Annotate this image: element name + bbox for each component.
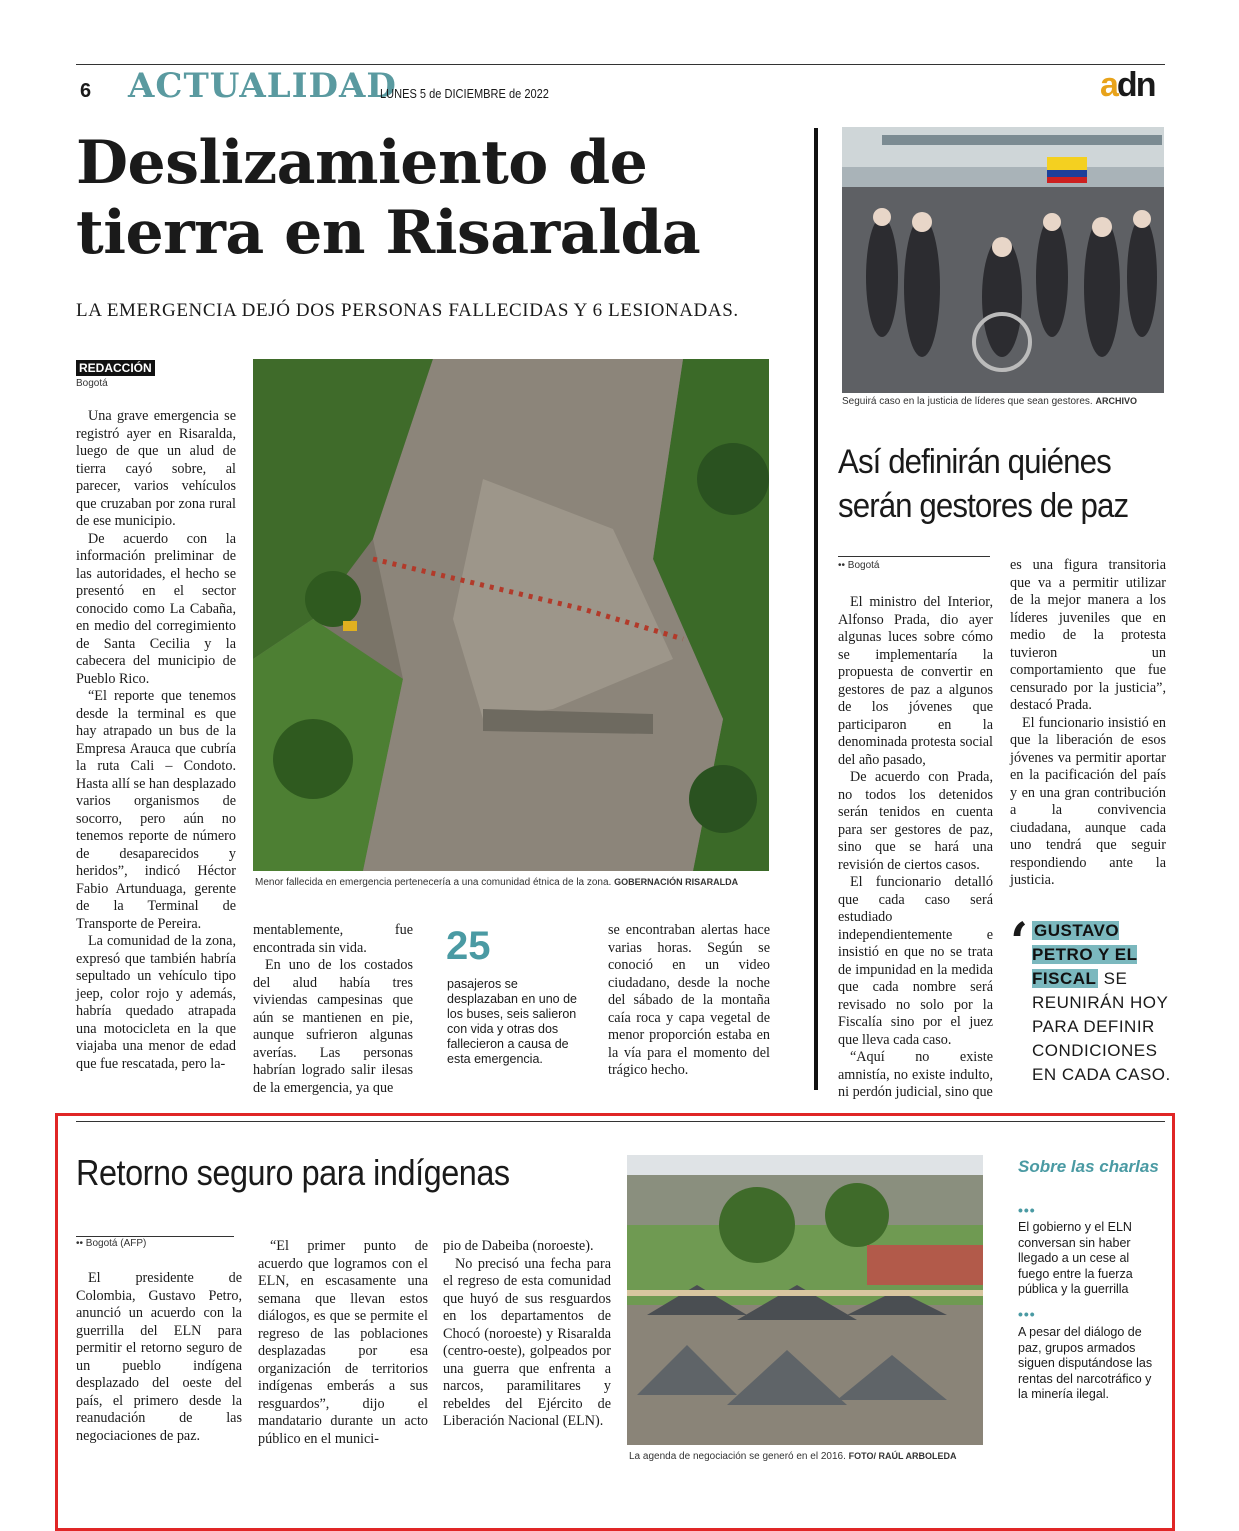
paragraph: es una figura transitoria que va a permitir utilizar de la mejor manera a los líderes juveniles que en medio de la protesta tuvieron un comportamiento que fue censurado por la justicia”, destacó Prada. (1010, 557, 1166, 713)
paragraph: El ministro del Interior, Alfonso Prada, dio ayer algunas luces sobre cómo se implementaría la propuesta de convertir en gestores de paz a algunos de los jóvenes que participaron en la denominada protesta social del año pasado, (838, 594, 993, 768)
side-column-1 (838, 594, 993, 1102)
sidebar-dots-icon: ••• (1018, 1306, 1036, 1322)
paragraph: “El primer punto de acuerdo que logramos con el ELN, en escasamente una semana que llevan estos diálogos, es que se permite el regreso de las poblaciones desplazadas por esa organización de territorios indígenas emberás a sus resguardos”, dijo el mandatario durante un acto público en el munici- (258, 1238, 428, 1447)
camp-photo (627, 1155, 983, 1445)
paragraph: Una grave emergencia se registró ayer en Risaralda, luego de que un alud de tierra cayó sobre, al parecer, varios vehículos que cruzaban por zona rural de ese municipio. (76, 408, 236, 529)
paragraph: “Aquí no existe amnistía, no existe indulto, ni perdón judicial, sino que (838, 1049, 993, 1100)
main-subhead: LA EMERGENCIA DEJÓ DOS PERSONAS FALLECIDAS Y 6 LESIONADAS. (76, 300, 739, 321)
paragraph: pio de Dabeiba (noroeste). (443, 1238, 594, 1254)
protest-photo (842, 127, 1164, 393)
main-column-1 (76, 408, 236, 1073)
adn-logo: adn (1100, 66, 1155, 104)
location-rule (76, 1236, 234, 1237)
sidebar-item: A pesar del diálogo de paz, grupos armados siguen disputándose las rentas del narcotráfico y la minería ilegal. (1018, 1325, 1153, 1401)
caption-text: La agenda de negociación se generó en el 2016. (629, 1451, 846, 1462)
location-text: Bogotá (AFP) (85, 1238, 147, 1249)
main-photo-caption (255, 877, 738, 888)
side-photo-caption (842, 396, 1137, 407)
section-title: ACTUALIDAD (128, 66, 397, 106)
location-rule (838, 556, 990, 557)
bottom-column-3 (443, 1238, 611, 1431)
quote-highlight: GUSTAVO PETRO Y EL FISCAL (1032, 921, 1138, 988)
landslide-photo (253, 359, 769, 871)
paragraph: El funcionario insistió en que la liberación de esos jóvenes va permitir aportar en la pacificación del país y en una gran contribución a la convivencia ciudadana, aunque cada uno tendrá que seguir respondiendo ante la justicia. (1010, 714, 1166, 888)
side-location: •• Bogotá (838, 560, 880, 571)
sidebar-dots-icon: ••• (1018, 1202, 1036, 1218)
location-text: Bogotá (847, 560, 880, 571)
issue-date: LUNES 5 de DICIEMBRE de 2022 (380, 86, 549, 101)
page-number: 6 (80, 80, 92, 102)
paragraph: El funcionario detalló que cada caso será estudiado independientemente e insistió en que no se trata de impunidad en la medida que cada nombre será revisado no solo por la Fiscalía sino por el juez que lleva cada caso. (838, 874, 993, 1048)
bottom-column-1 (76, 1270, 242, 1445)
photo-credit: FOTO/ RAÚL ARBOLEDA (848, 1451, 957, 1461)
bottom-column-2 (258, 1238, 428, 1448)
paragraph: De acuerdo con Prada, no todos los detenidos serán tenidos en cuenta para ser gestores de paz, sino que se hará una revisión de ciertos casos. (838, 769, 993, 873)
paragraph: En uno de los costados del alud había tres viviendas campesinas que aún se mantienen en pie, aunque sufrieron algunas averías. Las personas habrían logrado salir ilesas de la emergencia, ya que (253, 957, 413, 1096)
side-column-2 (1010, 557, 1166, 890)
headline-line-1: Deslizamiento de (76, 128, 648, 198)
stat-number: 25 (446, 924, 491, 968)
paragraph: “El reporte que tenemos desde la terminal es que hay atrapado un bus de la Empresa Arauca que cubría la ruta Cali – Condoto. Hasta allí se han desplazado varios organismos de socorro, pero aún no tenemos reporte de número de desaparecidos y heridos”, indicó Héctor Fabio Artunduaga, gerente de la Terminal de Transporte de Pereira. (76, 688, 236, 932)
sidebar-title: Sobre las charlas (1018, 1157, 1159, 1176)
main-column-4 (608, 922, 770, 1080)
top-rule (76, 64, 1165, 65)
column-divider (814, 128, 818, 1090)
byline-location: Bogotá (76, 378, 108, 389)
bottom-location: •• Bogotá (AFP) (76, 1238, 147, 1249)
paragraph: De acuerdo con la información preliminar de las autoridades, el hecho se presentó en el sector conocido como La Cabaña, en medio del corregimiento de Santa Cecilia y la cabecera del municipio de Pueblo Rico. (76, 530, 236, 687)
bottom-photo-caption (629, 1451, 956, 1462)
sidebar-item: El gobierno y el ELN conversan sin haber llegado a un cese al fuego entre la fuerza pública y la guerrilla (1018, 1220, 1133, 1296)
bottom-headline: Retorno seguro para indígenas (76, 1152, 510, 1193)
stat-text: pasajeros se desplazaban en uno de los buses, seis salieron con vida y otras dos fallecieron a causa de esta emergencia. (447, 977, 577, 1066)
paragraph: mentablemente, fue encontrada sin vida. (253, 922, 413, 956)
photo-credit: ARCHIVO (1095, 396, 1138, 406)
main-column-2 (253, 922, 413, 1097)
headline-line-2: tierra en Risaralda (76, 198, 701, 268)
caption-text: Seguirá caso en la justicia de líderes que sean gestores. (842, 396, 1093, 407)
side-headline: Así definirán quiénes serán gestores de paz (838, 443, 1129, 525)
bottom-rule (76, 1121, 1165, 1122)
main-headline (76, 128, 796, 268)
photo-credit: GOBERNACIÓN RISARALDA (614, 877, 739, 887)
paragraph: La comunidad de la zona, expresó que también habría sepultado un vehículo tipo jeep, color rojo y además, habría quedado atrapada una motocicleta en la que viajaba una menor de edad que fue rescatada, pero la- (76, 933, 236, 1072)
byline: REDACCIÓN (76, 360, 155, 376)
paragraph: El presidente de Colombia, Gustavo Petro, anunció un acuerdo con la guerrilla del ELN para permitir el retorno seguro de un pueblo indígena desplazado del oeste del país, el primero desde la reanudación de las negociaciones de paz. (76, 1270, 242, 1444)
quote-mark-icon: ‘ (1010, 912, 1029, 973)
quote-text: SE REUNIRÁN HOY PARA DEFINIR CONDICIONES EN CADA CASO. (1032, 969, 1171, 1084)
caption-text: Menor fallecida en emergencia pertenecería a una comunidad étnica de la zona. (255, 877, 612, 888)
paragraph: se encontraban alertas hace varias horas. Según se conoció en un video ciudadano, desde la noche del sábado de la montaña caía roca y capa vegetal de menor proporción estaba en la vía para el momento del trágico hecho. (608, 922, 770, 1078)
paragraph: No precisó una fecha para el regreso de esta comunidad que huyó de sus resguardos en los departamentos de Chocó (noroeste) y Risaralda (centro-oeste), golpeados por una guerra que enfrenta a narcos, paramilitares y rebeldes del Ejército de Liberación Nacional (ELN). (443, 1255, 611, 1429)
pull-quote (1032, 919, 1172, 1087)
